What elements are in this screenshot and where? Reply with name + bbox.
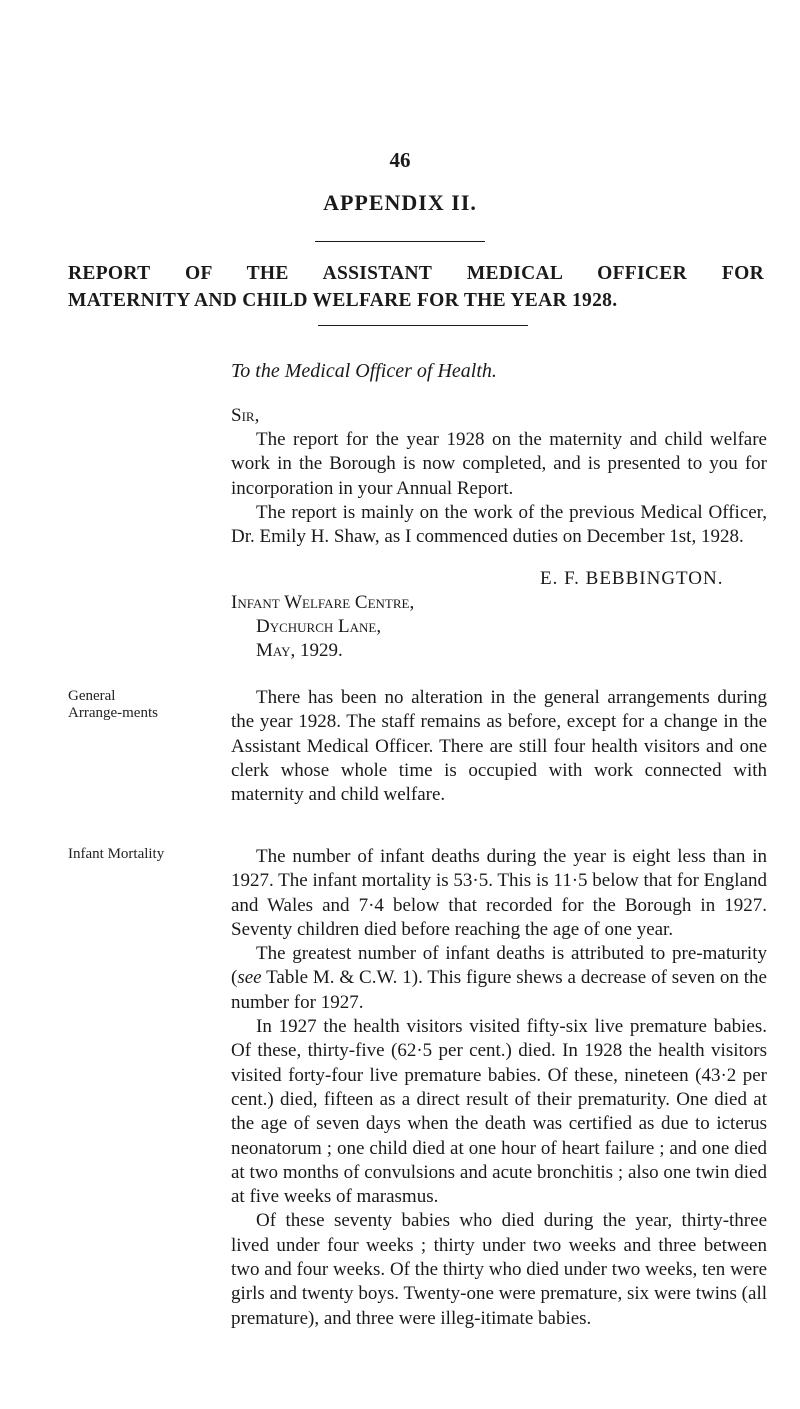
side-label-general: General Arrange-ments (68, 688, 158, 721)
letter-paragraph: The report is mainly on the work of the previous Medical Officer, Dr. Emily H. Shaw, as I commenced duties on December 1st, 1928. (231, 501, 767, 548)
see-reference: see (237, 967, 262, 989)
infant-paragraph: The number of infant deaths during the year is eight less than in 1927. The infant mortality is 53·5. This is 11·5 below that for England and Wales and 7·4 below that recorded for the Borough in 1927. Seventy children died before reaching the age of one year. (231, 846, 767, 940)
signature: E. F. BEBBINGTON. (540, 568, 724, 589)
text-run: The greatest number of infant deaths is attributed to pre-maturity ( (231, 943, 767, 989)
divider-rule (315, 241, 485, 242)
appendix-heading: APPENDIX II. (323, 190, 477, 215)
letter-body (231, 428, 767, 549)
section-general (231, 686, 767, 807)
report-title (68, 260, 764, 314)
infant-paragraph: In 1927 the health visitors visited fifty-six live premature babies. Of these, thirty-five (62·5 per cent.) died. In 1928 the health visitors visited forty-four live premature babies. Of these, nineteen (43·2 per cent.) died, fifteen as a direct result of their prematurity. One died at the age of seven days when the death was certified as due to icterus neonatorum ; one child died at one hour of heart failure ; and one died at two months of convulsions and acute bronchitis ; also one twin died at five weeks of marasmus. (231, 1016, 767, 1208)
general-paragraph: There has been no alteration in the general arrangements during the year 1928. The staff remains as before, except for a change in the Assistant Medical Officer. There are still four health visitors and one clerk whose whole time is occupied with work connected with maternity and child welfare. (231, 687, 767, 806)
side-label-infant: Infant Mortality (68, 846, 165, 862)
report-title-line-2: MATERNITY AND CHILD WELFARE FOR THE YEAR 1928. (68, 290, 618, 311)
address-line: Infant Welfare Centre, (231, 592, 415, 613)
report-title-line-1: REPORT OF THE ASSISTANT MEDICAL OFFICER FOR (68, 263, 764, 284)
divider-rule (318, 325, 528, 326)
date-line: May, 1929. (256, 640, 343, 661)
section-infant-mortality (231, 845, 767, 1331)
salutation: Sir, (231, 405, 260, 426)
infant-paragraph: Of these seventy babies who died during the year, thirty-three lived under four weeks ; thirty under two weeks and three between two and four weeks. Of the thirty who died under two weeks, ten were girls and twenty boys. Twenty-one were premature, six were twins (all premature), and three were illeg-itimate babies. (231, 1210, 767, 1329)
address-line: Dychurch Lane, (256, 616, 382, 637)
infant-paragraph (231, 942, 767, 1015)
addressee: To the Medical Officer of Health. (231, 360, 497, 382)
page-number: 46 (389, 148, 411, 172)
text-run: Table M. & C.W. 1). This figure shews a decrease of seven on the number for 1927. (231, 967, 767, 1013)
letter-paragraph: The report for the year 1928 on the maternity and child welfare work in the Borough is now completed, and is presented to you for incorporation in your Annual Report. (231, 429, 767, 499)
